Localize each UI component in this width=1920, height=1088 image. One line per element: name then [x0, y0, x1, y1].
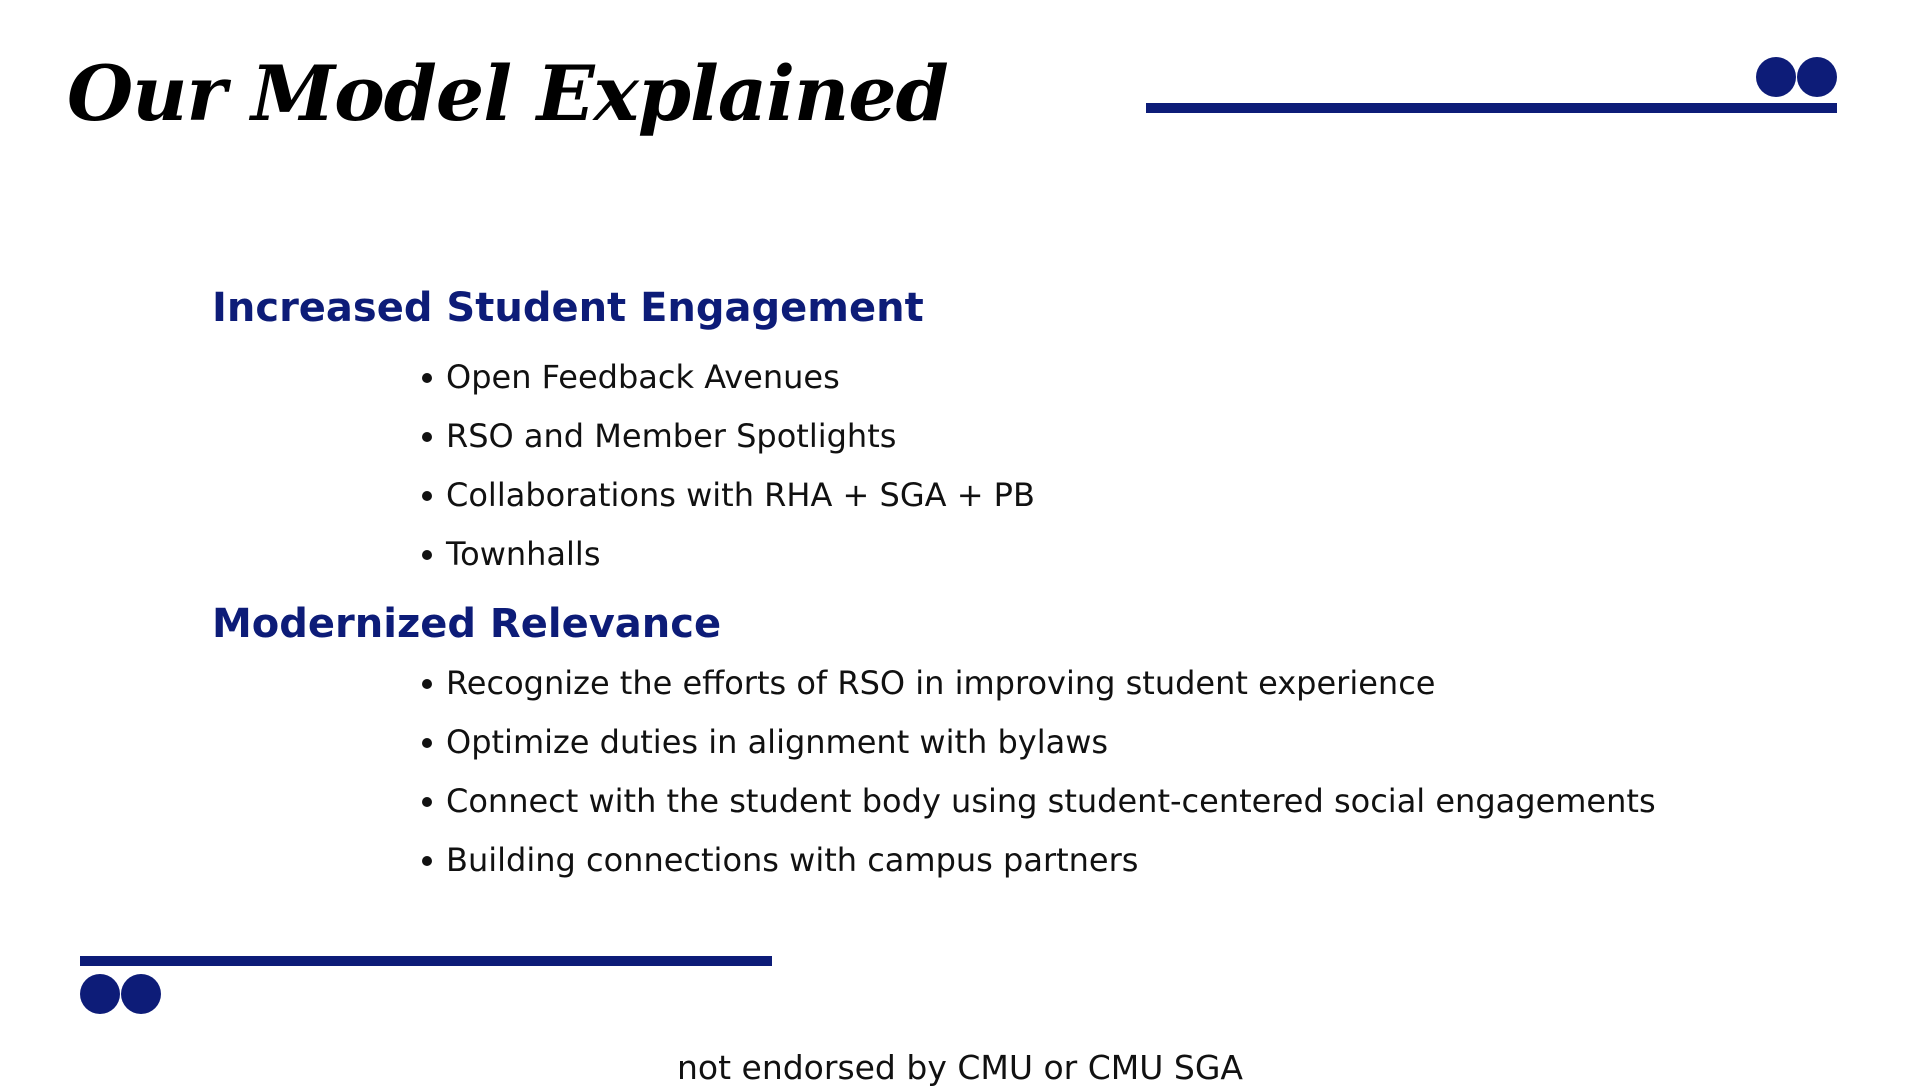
decorative-dot: [121, 974, 161, 1014]
bullet-item: [446, 831, 1762, 890]
bullet-item: [446, 348, 1762, 407]
bullet-text: RSO and Member Spotlights: [446, 417, 897, 455]
bullet-item: [446, 407, 1762, 466]
bullet-text: Collaborations with RHA + SGA + PB: [446, 476, 1035, 514]
bullet-item: [446, 654, 1762, 713]
bullet-item: [446, 525, 1762, 584]
section-increased-student-engagement: [212, 278, 1762, 584]
section-modernized-relevance: [212, 594, 1762, 890]
bullet-dot: [422, 491, 432, 501]
decorative-dot: [1797, 57, 1837, 97]
slide-content: [212, 278, 1762, 890]
bullet-text: Connect with the student body using student-centered social engagements: [446, 782, 1656, 820]
bullet-list: [212, 654, 1762, 890]
decorative-dot: [1756, 57, 1796, 97]
section-heading: Increased Student Engagement: [212, 285, 924, 331]
bottom-accent-line: [80, 956, 772, 966]
bullet-dot: [422, 797, 432, 807]
bullet-dot: [422, 373, 432, 383]
top-decorative-dots: [1756, 57, 1837, 97]
bullet-item: [446, 713, 1762, 772]
bullet-dot: [422, 550, 432, 560]
bullet-text: Building connections with campus partners: [446, 841, 1139, 879]
bullet-text: Optimize duties in alignment with bylaws: [446, 723, 1109, 761]
bullet-text: Recognize the efforts of RSO in improving student experience: [446, 664, 1436, 702]
bullet-dot: [422, 679, 432, 689]
decorative-dot: [80, 974, 120, 1014]
bullet-text: Open Feedback Avenues: [446, 358, 840, 396]
bullet-dot: [422, 738, 432, 748]
section-heading: Modernized Relevance: [212, 601, 722, 647]
slide-title: Our Model Explained: [67, 49, 948, 138]
bullet-item: [446, 772, 1762, 831]
bullet-list: [212, 348, 1762, 584]
footer-disclaimer: not endorsed by CMU or CMU SGA: [676, 1048, 1243, 1087]
bullet-text: Townhalls: [446, 535, 601, 573]
bullet-dot: [422, 856, 432, 866]
bullet-item: [446, 466, 1762, 525]
bullet-dot: [422, 432, 432, 442]
bottom-decorative-dots: [80, 974, 161, 1014]
top-accent-line: [1146, 103, 1837, 113]
